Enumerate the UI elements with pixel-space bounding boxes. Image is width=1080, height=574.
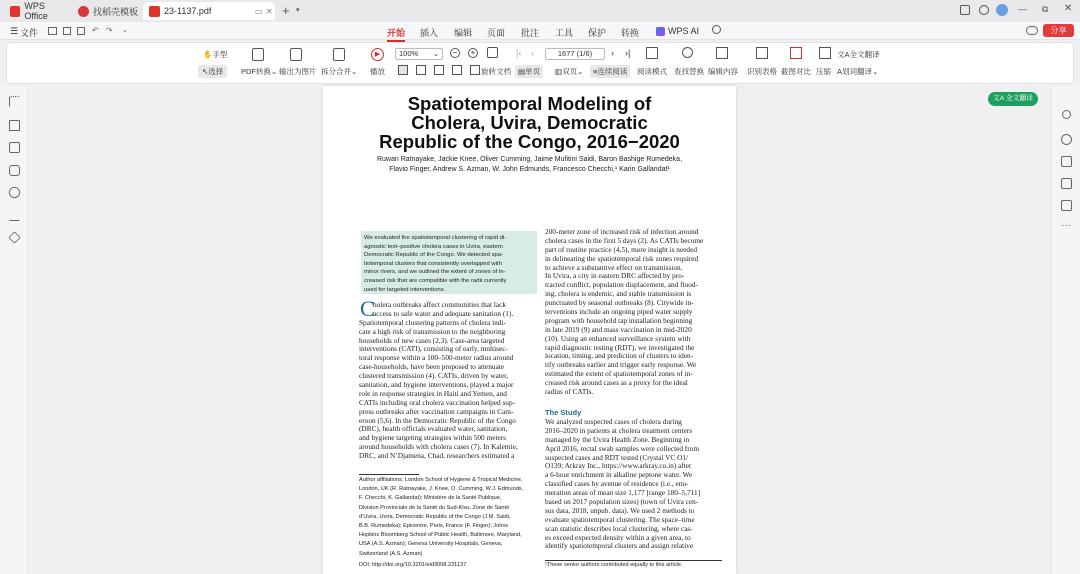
zoom-in-icon[interactable]: + (468, 48, 478, 58)
redo-icon[interactable]: ↷ (106, 26, 113, 35)
bookmark-icon[interactable] (9, 120, 20, 131)
cloud-icon[interactable] (1026, 26, 1038, 35)
affiliations-text (359, 476, 539, 559)
continuous-label: 连续阅读 (597, 67, 628, 76)
study-text (545, 418, 722, 551)
text-line: press outbreaks after vaccination campaigns in Cam- (359, 406, 514, 416)
menu-bar (0, 22, 1080, 40)
tab-template[interactable] (72, 2, 138, 20)
restore-icon[interactable]: ⧉ (1042, 4, 1049, 14)
help-icon[interactable] (1061, 134, 1072, 145)
monitor-icon[interactable]: ▭ (255, 6, 263, 16)
text-line: April 2016, rectal swab samples were collected from (545, 443, 699, 453)
zoom-value: 100% (399, 49, 419, 58)
text-line: punctuated by seasonal outbreaks (8). Citywide in- (545, 298, 694, 308)
text-line: Author affiliations: London School of Hygiene & Tropical Medicine, (359, 477, 523, 483)
thumbnail-icon[interactable] (9, 142, 20, 153)
text-line: minor rivers, and we outlined the extent of zones of in- (364, 269, 506, 276)
right-sidebar (1051, 86, 1080, 574)
word-translate-label: 划词翻译 (842, 67, 873, 76)
layout-icon[interactable] (960, 5, 970, 15)
text-line: (10). Using an enhanced surveillance system with (545, 333, 691, 343)
authors-line-1: Ruwan Ratnayake, Jackie Knee, Oliver Cumming, Jaime Mufitini Saidi, Baron Bashige Rumedeka, (376, 156, 683, 163)
column-1-text (359, 296, 537, 461)
view-icon-1[interactable] (398, 65, 408, 75)
settings-icon[interactable] (1061, 156, 1072, 167)
zoom-out-icon[interactable]: − (450, 48, 460, 58)
zoom-select[interactable]: 100% ⌄ (395, 48, 443, 60)
export-image-label: 输出为图片 (279, 67, 317, 76)
text-line: and hygiene targeting strategies within 500 meters (359, 433, 506, 443)
prev-page-icon[interactable]: ‹ (531, 48, 534, 58)
text-line: toral response within a 100–500-meter radius around (359, 353, 514, 363)
print-icon[interactable] (77, 27, 85, 35)
text-line: F. Checchi, K. Gallandat); Ministère de la Santé Publique, (359, 495, 502, 502)
text-line: classified cases by avenue of residence (i.e., enu- (545, 479, 689, 489)
text-line: interventions (CATI), consisting of early, multisec- (359, 344, 508, 354)
text-line: sus data, 2018, unpub. data). We used 2 methods to (545, 505, 695, 515)
split-merge-icon (333, 48, 345, 63)
export-image-icon (290, 48, 302, 63)
text-line: part of routine practice (4,5), more insight is needed (545, 244, 697, 254)
text-line: USA (A.S. Azman); Geneva University Hospitals, Geneva, (359, 541, 503, 548)
view-icon-2[interactable] (416, 65, 426, 75)
tab-protect[interactable]: 保护 (588, 28, 607, 38)
menu-icon[interactable]: ☰ (10, 26, 19, 36)
translate-mini-icon: 文A (992, 95, 1006, 102)
text-line: tiotemporal clusters that consistently overlapped with (364, 260, 502, 267)
attachment-icon[interactable] (7, 185, 23, 201)
tab-wps-office[interactable] (4, 2, 68, 20)
select-label: 选择 (208, 67, 224, 76)
text-line: 2016–2020 in patients at cholera treatment centers (545, 425, 693, 435)
abstract-box (361, 231, 537, 294)
compress-button[interactable] (816, 66, 831, 77)
avatar[interactable] (996, 4, 1008, 16)
text-line: We evaluated the spatiotemporal clustering of rapid di- (364, 235, 507, 241)
text-line: case-households, have been proposed to attenuate (359, 362, 505, 372)
text-line: We analyzed suspected cases of cholera during (545, 418, 682, 426)
tab-tools[interactable]: 工具 (555, 28, 574, 38)
text-line: In Uvira, a city in eastern DRC affected by pro- (545, 271, 685, 281)
tab-insert[interactable]: 插入 (420, 28, 439, 38)
daoke-logo-icon (78, 6, 89, 17)
close-icon[interactable]: ✕ (1064, 3, 1073, 14)
text-line: (DRC), health officials evaluated water, sanitation, (359, 424, 508, 434)
text-line: CATIs including oral cholera vaccination helped sup- (359, 397, 516, 407)
translate-icon[interactable] (1061, 178, 1072, 189)
text-line: London, UK (R. Ratnayake, J. Knee, O. Cumming, W.J. Edmunds, (359, 486, 524, 493)
double-page-button[interactable]: ▥双页⌄ (555, 67, 584, 76)
play-button[interactable] (370, 66, 385, 77)
text-line: ing, cholera is endemic, and stable transmission is (545, 289, 692, 299)
text-line: Democratic Republic of the Congo. We detected spa- (364, 252, 504, 259)
text-line: creased risk around cases as a proxy for the ideal (545, 378, 688, 388)
screenshot-compare-button[interactable] (781, 66, 811, 77)
edit-content-label: 编辑内容 (708, 67, 738, 76)
compress-label: 压缩 (816, 67, 831, 76)
pdf-page (323, 86, 736, 574)
text-line: DRC, and N’Djamena, Chad, researchers estimated a (359, 451, 515, 461)
text-line: role in response strategies in Haiti and Yemen, and (359, 388, 507, 398)
text-line: 200-meter zone of increased risk of infection around (545, 228, 699, 236)
split-merge-button[interactable]: 拆分合并⌄ (321, 67, 358, 76)
select-tool[interactable]: ↖选择 (198, 65, 227, 78)
text-line: terventions include an ongoing piped water supply (545, 307, 693, 317)
text-line: B.B. Rumedeka); Epicentre, Paris, France (F. Finger); Johns (359, 523, 509, 530)
floating-translate-label: 全文翻译 (1005, 95, 1034, 102)
more-icon[interactable]: ··· (1061, 220, 1071, 231)
text-line: cate a high risk of transmission to the neighboring (359, 326, 506, 336)
text-line: cholera cases in the first 5 days (2). As CATIs become (545, 235, 704, 245)
text-line: estimated the extent of spatiotemporal zones of in- (545, 369, 693, 379)
search-icon[interactable] (1062, 110, 1071, 119)
tab-label: WPS Office (24, 1, 48, 21)
comment-icon[interactable] (9, 165, 20, 176)
text-line: Spatiotemporal clustering patterns of cholera indi- (359, 317, 506, 327)
wps-logo-icon (10, 6, 20, 17)
export-image-button[interactable] (279, 66, 317, 77)
text-line: Division Provinciale de la Santé du Sud-Kivu, Zone de Santé (359, 504, 510, 511)
text-line: households of new cases (2,3). Case-area targeted (359, 335, 505, 345)
tab-wps-ai[interactable]: WPS AI (668, 26, 700, 36)
text-line: identify spatiotemporal clusters and assign relative (545, 541, 694, 551)
single-label: 单页 (525, 67, 541, 76)
tab-label: 23-1137.pdf (164, 6, 212, 16)
text-line: location, timing, and prediction of clusters to iden- (545, 351, 694, 361)
new-tab-icon[interactable]: + (282, 3, 290, 18)
search-icon[interactable] (712, 25, 721, 34)
doi-text: DOI: http://doi.org/10.3201/eid3008.231137 (359, 562, 467, 568)
edit-content-button[interactable] (708, 66, 738, 77)
affiliation-rule (359, 474, 419, 475)
find-replace-icon (682, 47, 693, 58)
text-line: Hopkins Bloomberg School of Public Health, Baltimore, Maryland, (359, 532, 522, 539)
signature-icon[interactable] (9, 210, 20, 221)
recognize-table-icon (756, 47, 768, 59)
share-label: 分享 (1050, 26, 1067, 35)
read-mode-icon (646, 47, 658, 59)
hand-label: 手型 (212, 50, 228, 59)
cube-icon[interactable] (979, 5, 989, 15)
text-line: Switzerland (A.S. Azman) (359, 550, 423, 557)
text-line: meration areas of mean size 1,177 [range 180–5,711] (545, 488, 701, 498)
read-mode-label: 阅读模式 (637, 67, 667, 76)
paper-title-line-2: Cholera, Uvira, Democratic (411, 112, 648, 133)
read-mode-button[interactable] (637, 66, 667, 77)
tab-label: 找稻壳模板 (93, 6, 139, 17)
recognize-table-button[interactable] (747, 66, 777, 77)
text-line: access to safe water and adequate sanitation (1). (373, 308, 514, 318)
find-replace-button[interactable] (674, 66, 704, 77)
outline-icon[interactable] (9, 96, 20, 107)
pdf-convert-label: PDF转换 (241, 67, 271, 76)
view-icon-4[interactable] (452, 65, 462, 75)
recognize-table-label: 识别表格 (747, 67, 777, 76)
text-line: rapid diagnostic testing (RDT), we investigated the (545, 342, 695, 352)
text-line: a 6-hour enrichment in alkaline peptone water. We (545, 470, 693, 480)
text-line: managed by the Uvira Health Zone. Beginning in (545, 434, 690, 444)
word-translate-button[interactable]: A划词翻译⌄ (837, 67, 879, 76)
text-line: program with household tap installation beginning (545, 315, 693, 325)
section-heading-study: The Study (545, 408, 582, 417)
chevron-down-icon[interactable]: ⌄ (122, 27, 128, 34)
tab-page[interactable]: 页面 (487, 28, 506, 38)
undo-icon[interactable]: ↶ (92, 26, 99, 35)
text-line: es exceed expected density within a given area, to (545, 532, 691, 542)
text-line: scan statistic describes local clustering, where cas- (545, 523, 693, 533)
screenshot-label: 截图对比 (781, 67, 811, 76)
text-line: to achieve a substantive effect on transmission. (545, 262, 683, 272)
page-input[interactable] (545, 48, 605, 60)
text-line: used for targeted interventions. (364, 286, 446, 293)
title-bar (0, 0, 1080, 22)
page-value: 1677 (1/6) (557, 49, 593, 58)
save-icon[interactable] (63, 27, 71, 35)
tab-annotate[interactable]: 批注 (521, 28, 540, 38)
text-line: based on 2017 population sizes) (town of Uvira cen- (545, 497, 699, 507)
close-tab-icon[interactable]: ✕ (266, 6, 273, 16)
text-line: tify outbreaks earlier and trigger early response. We (545, 360, 697, 370)
floating-full-translate-button[interactable] (988, 92, 1038, 106)
fit-page-icon[interactable] (487, 47, 498, 58)
view-icon-3[interactable] (434, 65, 444, 75)
play-label: 播放 (370, 67, 385, 76)
hand-tool[interactable]: ✋手型 (203, 50, 228, 59)
text-line: d’Uvira, Uvira, Democratic Republic of the Congo (J.M. Saidi, (359, 513, 511, 520)
view-icon-5[interactable] (470, 65, 480, 75)
drop-cap: C (360, 296, 375, 321)
edit-content-icon (716, 47, 728, 59)
paper-title-line-3: Republic of the Congo, 2016−2020 (379, 131, 680, 152)
rotate-button[interactable] (481, 66, 511, 77)
text-line: sanitation, and hygiene interventions, played a major (359, 380, 514, 390)
text-icon[interactable] (1061, 200, 1072, 211)
split-merge-label: 拆分合并 (321, 67, 351, 76)
column-2-text (545, 228, 722, 397)
text-line: clustered transmission (4). CATIs, driven by water, (359, 371, 509, 381)
pdf-icon (149, 6, 160, 17)
text-line: tracted conflict, population displacement, and flood- (545, 280, 698, 290)
text-line: agnostic test–positive cholera cases in Uvira, eastern (364, 243, 503, 250)
tab-start[interactable]: 开始 (387, 26, 405, 42)
full-translate-button[interactable]: 文A全文翻译 (837, 50, 880, 59)
layers-icon[interactable] (8, 231, 20, 243)
screenshot-compare-icon (790, 47, 802, 59)
authors-line-2: Flavio Finger, Andrew S. Azman, W. John Edmunds, Francesco Checchi,¹ Karin Gallandat¹ (389, 166, 670, 173)
wps-ai-icon (656, 27, 665, 36)
compress-icon (819, 47, 831, 59)
paper-title-line-1: Spatiotemporal Modeling of (407, 93, 652, 114)
text-line: holera outbreaks affect communities that lack (373, 301, 506, 309)
play-icon: ▶ (371, 48, 384, 61)
text-line: O139; Arkray Inc., https://www.arkray.co.in) after (545, 461, 692, 471)
full-translate-label: 全文翻译 (849, 50, 880, 59)
menu-file[interactable]: 文件 (20, 28, 39, 38)
folder-icon[interactable] (48, 27, 57, 35)
next-page-icon[interactable]: › (611, 48, 614, 58)
continuous-read-button[interactable]: ≡连续阅读 (590, 65, 630, 78)
left-sidebar (0, 86, 28, 574)
last-page-icon[interactable]: ›| (625, 48, 631, 58)
single-page-button[interactable]: ▤单页 (515, 65, 543, 78)
rotate-label: 旋转文档 (481, 67, 511, 76)
tab-edit[interactable]: 编辑 (454, 28, 473, 38)
chevron-down-icon[interactable]: ▾ (296, 7, 300, 14)
share-button[interactable] (1043, 24, 1074, 37)
abstract-text (364, 234, 534, 294)
pdf-convert-icon (252, 48, 264, 63)
text-line: creased risk that are compatible with the radii currently (364, 277, 507, 284)
first-page-icon[interactable]: |‹ (516, 48, 522, 58)
tab-document[interactable] (143, 2, 275, 20)
text-line: eroon (5,6). In the Democratic Republic of the Congo (359, 415, 516, 425)
ribbon-toolbar (6, 42, 1074, 84)
double-label: 双页 (562, 67, 578, 76)
pdf-convert-button[interactable]: PDF转换⌄ (241, 67, 278, 76)
text-line: in late 2019 (9) and mass vaccination in mid-2020 (545, 324, 692, 334)
minimize-icon[interactable]: — (1018, 4, 1027, 14)
text-line: around households with cholera cases (7). In Kalemie, (359, 442, 518, 452)
text-line: in delineating the spatiotemporal risk zones required (545, 253, 699, 263)
text-line: evaluate spatiotemporal clustering. The space–time (545, 514, 695, 524)
text-line: radius of CATIs. (545, 387, 594, 397)
footnote-text: ¹These senior authors contributed equally to this article. (545, 562, 683, 568)
tab-convert[interactable]: 转换 (621, 28, 640, 38)
find-label: 查找替换 (674, 67, 704, 76)
text-line: suspected cases and RDT tested (Crystal VC O1/ (545, 452, 689, 462)
